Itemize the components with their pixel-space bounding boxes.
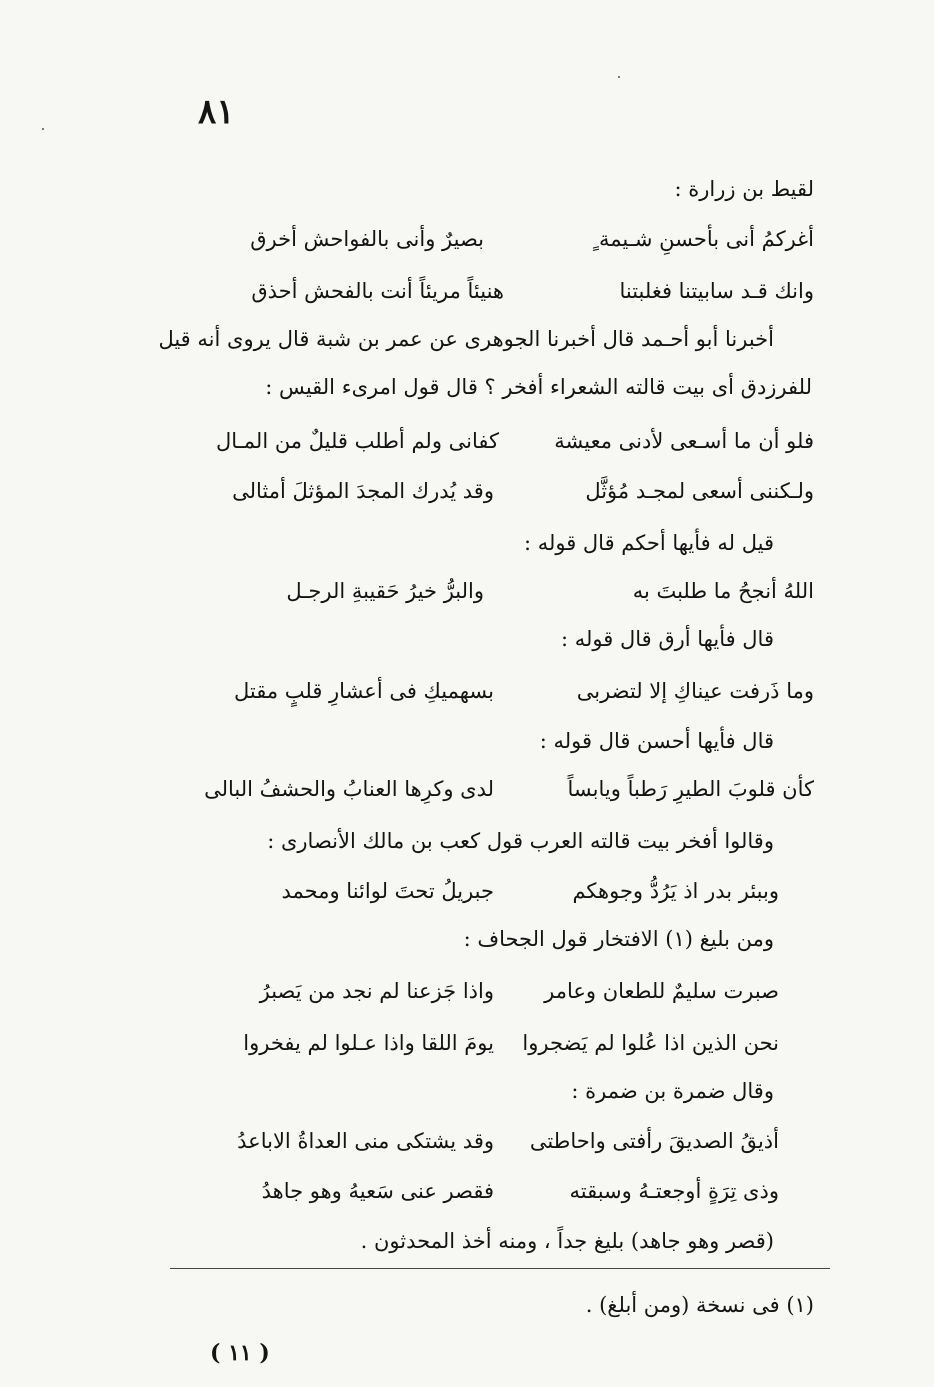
prose-line: وقالوا أفخر بيت قالته العرب قول كعب بن مالك الأنصارى : — [267, 829, 774, 853]
verse-line — [0, 876, 934, 906]
verse-first-hemistich: نحن الذين اذا عُلوا لم يَضجروا — [522, 1031, 779, 1055]
prose-line: (قصر وهو جاهد) بليغ جداً ، ومنه أخذ المحدثون . — [360, 1229, 774, 1253]
verse-second-hemistich: فقصر عنى سَعيهُ وهو جاهدُ — [261, 1179, 494, 1203]
verse-second-hemistich: كفانى ولم أطلب قليلٌ من المـال — [215, 429, 499, 453]
verse-second-hemistich: بسهميكِ فى أعشارِ قلبٍ مقتل — [233, 679, 494, 703]
verse-second-hemistich: هنيئاً مريئاً أنت بالفحش أحذق — [251, 279, 504, 303]
prose-line: ومن بليغ (١) الافتخار قول الجحاف : — [463, 927, 774, 951]
verse-first-hemistich: صبرت سليمٌ للطعان وعامر — [544, 979, 779, 1003]
prose-line: قيل له فأيها أحكم قال قوله : — [523, 531, 774, 555]
verse-first-hemistich: وببئر بدر اذ يَرُدُّ وجوهكم — [572, 879, 779, 903]
verse-first-hemistich: أذيقُ الصديقَ رأفتى واحاطتى — [529, 1129, 779, 1153]
verse-first-hemistich: أغركمُ أنى بأحسنِ شـيمة ٍ — [592, 227, 814, 251]
verse-first-hemistich: وذى تِرَةٍ أوجعتـهُ وسبقته — [569, 1179, 779, 1203]
verse-second-hemistich: والبرُّ خيرُ حَقيبةِ الرجـل — [286, 579, 484, 603]
verse-second-hemistich: يومَ اللقا واذا عـلوا لم يفخروا — [243, 1031, 494, 1055]
verse-line — [0, 1126, 934, 1156]
verse-first-hemistich: وما ذَرفت عيناكِ إلا لتضربى — [576, 679, 814, 703]
footnote-divider — [170, 1268, 830, 1269]
prose-line: أخبرنا أبو أحـمد قال أخبرنا الجوهرى عن عمر بن شبة قال يروى أنه قيل — [158, 327, 774, 351]
footnote: (١) فى نسخة (ومن أبلغ) . — [585, 1293, 814, 1317]
verse-first-hemistich: كأن قلوبَ الطيرِ رَطباً ويابساً — [567, 777, 814, 801]
verse-first-hemistich: ولـكننى أسعى لمجـد مُؤثَّل — [585, 479, 814, 503]
verse-line — [0, 1028, 934, 1058]
paper-speck — [42, 128, 44, 130]
paper-speck — [618, 76, 620, 78]
verse-second-hemistich: لدى وكرِها العنابُ والحشفُ البالى — [204, 777, 494, 801]
verse-line — [0, 1176, 934, 1206]
verse-first-hemistich: اللهُ أنجحُ ما طلبتَ به — [632, 579, 814, 603]
verse-line — [0, 426, 934, 456]
prose-line: وقال ضمرة بن ضمرة : — [571, 1079, 774, 1103]
prose-line: لقيط بن زرارة : — [674, 177, 814, 201]
verse-second-hemistich: بصيرٌ وأنى بالفواحش أخرق — [250, 227, 484, 251]
signature-mark: ( ١١ ) — [210, 1340, 270, 1366]
verse-second-hemistich: جبريلُ تحتَ لوائنا ومحمد — [281, 879, 494, 903]
verse-second-hemistich: وقد يشتكى منى العداةُ الاباعدُ — [237, 1129, 494, 1153]
verse-first-hemistich: وانك قـد سابيتنا فغلبتنا — [619, 279, 814, 303]
verse-first-hemistich: فلو أن ما أسـعى لأدنى معيشة — [554, 429, 814, 453]
page-number: ٨١ — [198, 92, 235, 132]
verse-line — [0, 774, 934, 804]
verse-line — [0, 476, 934, 506]
verse-line — [0, 224, 934, 254]
verse-line — [0, 276, 934, 306]
verse-second-hemistich: وقد يُدرك المجدَ المؤثلَ أمثالى — [232, 479, 494, 503]
prose-line: قال فأيها أحسن قال قوله : — [539, 729, 774, 753]
verse-line — [0, 676, 934, 706]
verse-line — [0, 576, 934, 606]
verse-line — [0, 976, 934, 1006]
verse-second-hemistich: واذا جَزعنا لم نجد من يَصبرُ — [259, 979, 494, 1003]
prose-line: قال فأيها أرق قال قوله : — [560, 627, 774, 651]
prose-line: للفرزدق أى بيت قالته الشعراء أفخر ؟ قال قول امرىء القيس : — [265, 375, 812, 399]
